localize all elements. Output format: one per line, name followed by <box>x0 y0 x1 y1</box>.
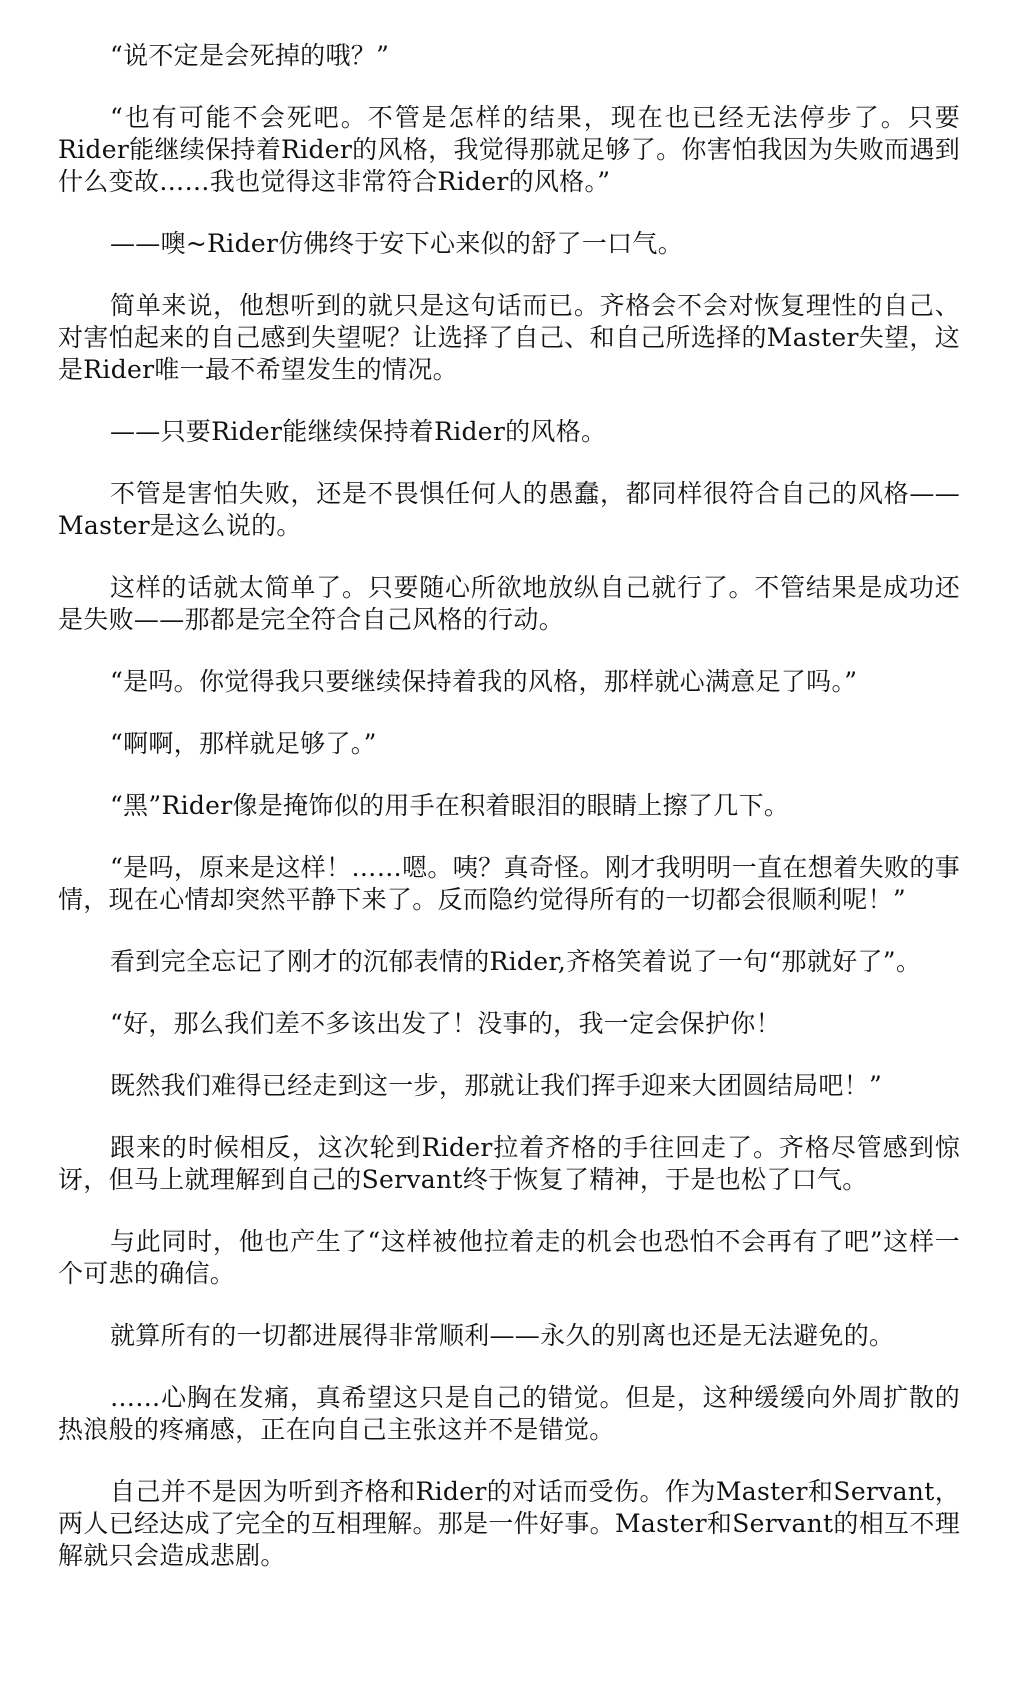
paragraph: 就算所有的一切都进展得非常顺利——永久的别离也还是无法避免的。 <box>110 1321 895 1350</box>
paragraph: 这样的话就太简单了。只要随心所欲地放纵自己就行了。不管结果是成功还是失败——那都是完全符合自己风格的行动。 <box>58 573 960 634</box>
paragraph: ——噢~Rider仿佛终于安下心来似的舒了一口气。 <box>110 229 684 258</box>
paragraph: 简单来说，他想听到的就只是这句话而已。齐格会不会对恢复理性的自己、对害怕起来的自己感到失望呢？让选择了自己、和自己所选择的Master失望，这是Rider唯一最不希望发生的情况。 <box>58 291 960 384</box>
paragraph: 自己并不是因为听到齐格和Rider的对话而受伤。作为Master和Servant，两人已经达成了完全的互相理解。那是一件好事。Master和Servant的相互不理解就只会造成悲剧。 <box>58 1477 960 1570</box>
paragraph: ——只要Rider能继续保持着Rider的风格。 <box>110 417 607 446</box>
paragraph: 看到完全忘记了刚才的沉郁表情的Rider,齐格笑着说了一句“那就好了”。 <box>110 947 922 976</box>
paragraph: 与此同时，他也产生了“这样被他拉着走的机会也恐怕不会再有了吧”这样一个可悲的确信。 <box>58 1227 960 1288</box>
paragraph: “啊啊，那样就足够了。” <box>110 729 377 758</box>
paragraph: “是吗。你觉得我只要继续保持着我的风格，那样就心满意足了吗。” <box>110 667 858 696</box>
paragraph: 既然我们难得已经走到这一步，那就让我们挥手迎来大团圆结局吧！” <box>110 1071 883 1100</box>
paragraph: “是吗，原来是这样！……嗯。咦？真奇怪。刚才我明明一直在想着失败的事情，现在心情却突然平静下来了。反而隐约觉得所有的一切都会很顺利呢！” <box>58 853 960 914</box>
paragraph: 不管是害怕失败，还是不畏惧任何人的愚蠢，都同样很符合自己的风格——Master是这么说的。 <box>58 479 960 540</box>
paragraph: “也有可能不会死吧。不管是怎样的结果，现在也已经无法停步了。只要Rider能继续保持着Rider的风格，我觉得那就足够了。你害怕我因为失败而遇到什么变故……我也觉得这非常符合Rider的风格。” <box>58 103 960 196</box>
paragraph: 跟来的时候相反，这次轮到Rider拉着齐格的手往回走了。齐格尽管感到惊讶，但马上就理解到自己的Servant终于恢复了精神，于是也松了口气。 <box>58 1133 960 1194</box>
paragraph: “黑”Rider像是掩饰似的用手在积着眼泪的眼睛上擦了几下。 <box>110 791 790 820</box>
paragraph: ……心胸在发痛，真希望这只是自己的错觉。但是，这种缓缓向外周扩散的热浪般的疼痛感，正在向自己主张这并不是错觉。 <box>58 1383 960 1444</box>
paragraph: “好，那么我们差不多该出发了！没事的，我一定会保护你！ <box>110 1009 781 1038</box>
paragraph: “说不定是会死掉的哦？” <box>110 41 390 70</box>
